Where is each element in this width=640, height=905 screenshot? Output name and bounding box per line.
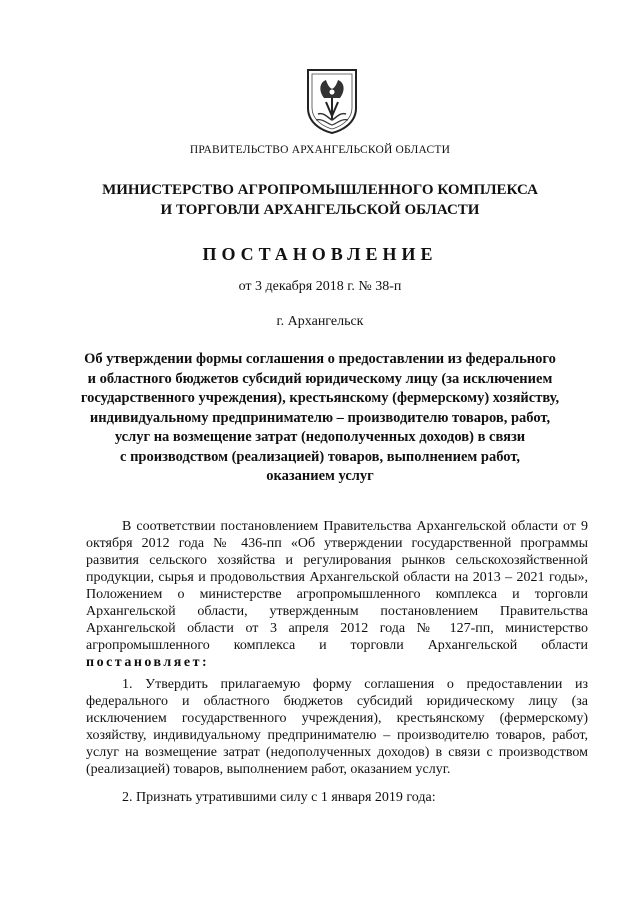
ministry-line-1: МИНИСТЕРСТВО АГРОПРОМЫШЛЕННОГО КОМПЛЕКСА (102, 182, 538, 198)
item-2-text: 2. Признать утратившими силу с 1 января 2019 года: (122, 790, 436, 805)
subject-line: оказанием услуг (266, 468, 374, 484)
preamble-text: В соответствии постановлением Правительства Архангельской области от 9 октября 2012 года № 436-пп «Об утверждении государственной программы развития сельского хозяйства и регулирования рынков сельскохозяйственной продукции, сырья и продовольствия Архангельской области на 2013 – 2021 годы», Положением о министерстве агропромышленного комплекса и торговли Архангельской области, утвержденным постановлением Правительства Архангельской области от 3 апреля 2012 года № 127-пп, министерство агропромышленного комплекса и торговли Архангельской области (86, 519, 588, 653)
document-subject (0, 350, 640, 487)
document-date-number: от 3 декабря 2018 г. № 38-п (238, 279, 402, 294)
subject-line: индивидуальному предпринимателю – производителю товаров, работ, (89, 409, 551, 426)
subject-line: с производством (реализацией) товаров, выполнением работ, (120, 448, 520, 465)
subject-line: услуг на возмещение затрат (недополученных доходов) в связи (114, 429, 526, 445)
subject-line: государственного учреждения), крестьянскому (фермерскому) хозяйству, (80, 390, 560, 406)
subject-line: Об утверждении формы соглашения о предоставлении из федерального (84, 351, 556, 367)
resolves-word: постановляет: (86, 655, 210, 670)
ministry-name (0, 180, 640, 220)
government-name: ПРАВИТЕЛЬСТВО АРХАНГЕЛЬСКОЙ ОБЛАСТИ (189, 144, 451, 156)
item-1-text: 1. Утвердить прилагаемую форму соглашения о предоставлении из федерального и областного бюджетов субсидий юридическому лицу (за исключением государственного учреждения), крестьянскому (фермерскому) хозяйству, индивидуальному предпринимателю – производителю товаров, работ, услуг на возмещение затрат (недополученных доходов) в связи с производством (реализацией) товаров, выполнением работ, оказанием услуг. (86, 677, 588, 777)
subject-line: и областного бюджетов субсидий юридическому лицу (за исключением (87, 370, 553, 387)
document-city: г. Архангельск (276, 314, 364, 329)
coat-of-arms-emblem (304, 68, 360, 134)
item-1-paragraph (86, 676, 588, 778)
preamble-paragraph (86, 518, 588, 671)
document-type-title: ПОСТАНОВЛЕНИЕ (202, 244, 438, 264)
ministry-line-2: И ТОРГОВЛИ АРХАНГЕЛЬСКОЙ ОБЛАСТИ (160, 202, 480, 218)
item-2-paragraph (86, 789, 588, 806)
